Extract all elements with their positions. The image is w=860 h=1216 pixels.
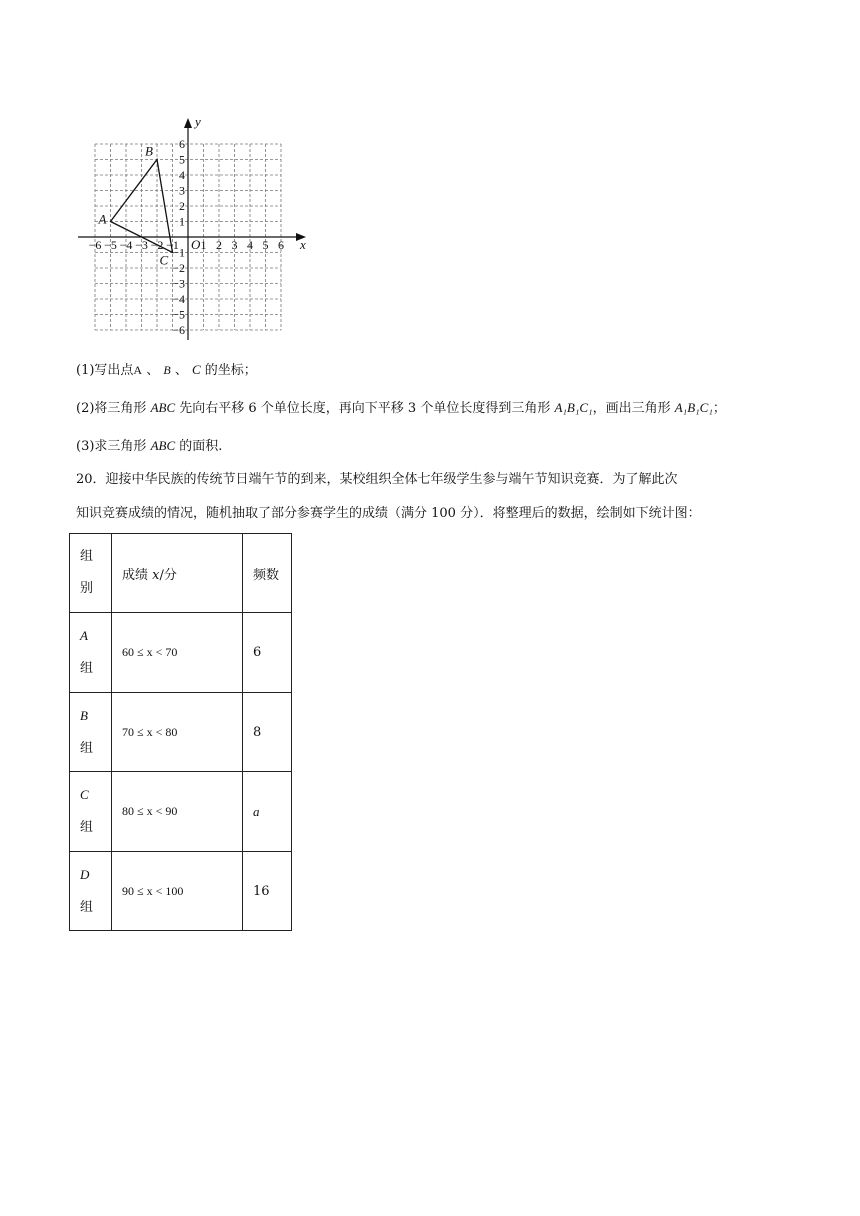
row-range: 60 ≤ x < 70	[112, 613, 243, 693]
row-freq: a	[243, 772, 292, 852]
q2-triangle-translated: A₁B₁C₁	[554, 400, 593, 415]
q2-text: ，画出三角形	[592, 401, 675, 416]
x-tick-label: −1	[166, 238, 179, 252]
group-letter: A	[80, 628, 88, 643]
y-axis-label: y	[195, 114, 201, 129]
y-tick-label: 4	[179, 168, 185, 182]
x-tick-label: 3	[231, 238, 238, 252]
group-suffix: 组	[80, 820, 94, 835]
table-row	[70, 852, 292, 931]
question-20	[76, 470, 792, 524]
q1-sep: 、	[170, 363, 192, 378]
axes	[78, 114, 306, 340]
y-tick-label: 2	[179, 199, 185, 213]
group-letter: C	[80, 787, 89, 802]
row-group	[70, 852, 112, 931]
y-tick-label: −1	[172, 245, 185, 260]
x-tick-label: −3	[135, 238, 148, 252]
y-tick-label: −6	[172, 323, 185, 337]
group-suffix: 组	[80, 661, 94, 676]
row-range: 70 ≤ x < 80	[112, 693, 243, 772]
q1-point-a: A	[133, 363, 143, 377]
q1-suffix: 的坐标；	[200, 363, 257, 378]
row-range: 80 ≤ x < 90	[112, 772, 243, 852]
coordinate-plane-svg	[74, 112, 314, 344]
x-tick-label: 2	[216, 238, 222, 252]
q2-suffix: ；	[712, 401, 726, 416]
table-row	[70, 772, 292, 852]
vertex-label-c: C	[159, 252, 169, 268]
y-tick-label: 6	[179, 137, 185, 151]
row-group	[70, 613, 112, 693]
y-tick-label: 5	[179, 152, 185, 167]
x-tick-label: −2	[150, 238, 164, 252]
x-tick-label: −6	[88, 238, 102, 252]
q20-line-1: 20．迎接中华民族的传统节日端午节的到来，某校组织全体七年级学生参与端午节知识竞赛．为了解此次	[76, 472, 678, 487]
q1-sep: 、	[142, 363, 164, 378]
y-tick-label: −3	[172, 276, 185, 291]
x-tick-label: 1	[200, 238, 207, 252]
q1-point-b: B	[163, 363, 171, 377]
row-freq: 16	[243, 852, 292, 931]
q1-point-c: C	[191, 362, 201, 377]
x-tick-label: 4	[247, 238, 253, 252]
q20-line-2: 知识竞赛成绩的情况，随机抽取了部分参赛学生的成绩（满分 100 分）．将整理后的数据，绘制如下统计图：	[76, 506, 701, 521]
y-tick-label: −2	[172, 261, 185, 275]
row-range: 90 ≤ x < 100	[112, 852, 243, 931]
header-group	[70, 534, 112, 613]
x-tick-label: 6	[278, 238, 284, 252]
q3-suffix: 的面积.	[175, 439, 223, 454]
header-score	[112, 534, 243, 613]
row-group	[70, 772, 112, 852]
header-group-bottom: 别	[80, 581, 94, 596]
group-letter: D	[80, 866, 90, 882]
header-freq: 频数	[243, 534, 292, 613]
coordinate-graph	[74, 112, 314, 344]
y-tick-label: 1	[179, 214, 185, 229]
q2-triangle: ABC	[150, 400, 176, 415]
header-score-pre: 成绩	[122, 567, 153, 583]
vertex-label-a: A	[98, 211, 107, 227]
q1-prefix: (1)写出点	[76, 363, 134, 378]
q2-text: 先向右平移 6 个单位长度，再向下平移 3 个单位长度得到三角形	[175, 401, 555, 416]
y-tick-label: 3	[179, 183, 185, 198]
x-tick-label: −4	[119, 238, 133, 252]
q3-prefix: (3)求三角形	[76, 439, 151, 454]
y-tick-label: −4	[172, 292, 185, 306]
y-axis-arrow	[184, 118, 192, 128]
question-2	[76, 398, 726, 419]
x-axis-label: x	[300, 237, 306, 252]
x-tick-label: 5	[262, 238, 269, 252]
y-tick-label: −5	[172, 307, 185, 322]
origin-label: O	[191, 237, 201, 252]
group-suffix: 组	[80, 740, 94, 756]
header-score-post: /分	[159, 567, 177, 583]
row-freq: 8	[243, 693, 292, 772]
score-table	[69, 533, 292, 931]
group-suffix: 组	[80, 899, 94, 915]
table-header-row	[70, 534, 292, 613]
table-row	[70, 613, 292, 693]
q2-prefix: (2)将三角形	[76, 401, 151, 416]
header-score-var: x	[152, 567, 160, 583]
header-group-top: 组	[80, 549, 94, 564]
row-freq: 6	[243, 613, 292, 693]
q2-triangle-translated: A₁B₁C₁	[674, 400, 713, 415]
group-letter: B	[80, 707, 88, 723]
table-row	[70, 693, 292, 772]
vertex-label-b: B	[145, 143, 153, 159]
question-1	[76, 360, 257, 381]
x-tick-label: −5	[104, 238, 117, 252]
q3-triangle: ABC	[150, 438, 176, 453]
row-group	[70, 693, 112, 772]
question-3	[76, 436, 222, 457]
